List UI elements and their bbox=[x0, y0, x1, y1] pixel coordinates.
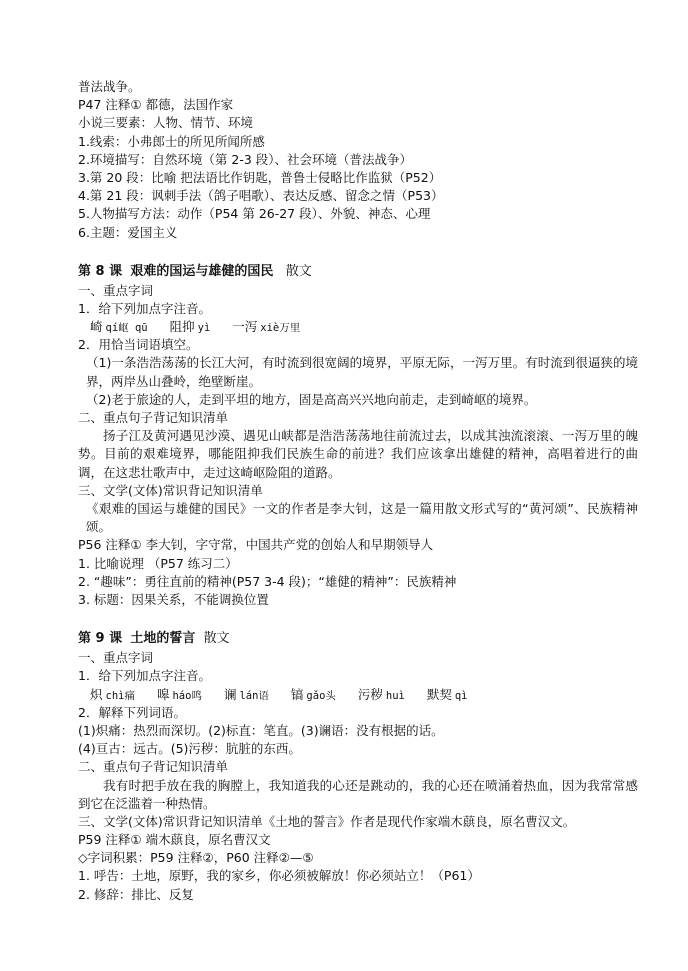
section-heading: 一、重点字词 bbox=[78, 650, 154, 666]
word-item: 污秽 huì bbox=[357, 686, 405, 702]
list-item: 2. “趣味”：勇往直前的精神(P57 3-4 段)；“雄健的精神”：民族精神 bbox=[78, 573, 457, 589]
explanation-line: (4)亘古：远古。(5)污秽：肮脏的东西。 bbox=[78, 741, 301, 757]
list-item: 6.主题：爱国主义 bbox=[78, 224, 178, 240]
question-line: 1．给下列加点字注音。 bbox=[78, 668, 211, 684]
document-content bbox=[78, 78, 638, 904]
list-item: 5.人物描写方法：动作（P54 第 26-27 段）、外貌、神态、心理 bbox=[78, 206, 431, 222]
list-item: 1. 比喻说理 （P57 练习二） bbox=[78, 555, 238, 571]
lesson-number: 第 8 课 bbox=[78, 263, 123, 279]
spacer bbox=[78, 242, 638, 260]
word-item: 嗥 háo鸣 bbox=[156, 686, 202, 702]
word-item: 默契 qì bbox=[426, 686, 468, 702]
lesson-genre: 散文 bbox=[203, 631, 230, 647]
answer-paragraph: （2)老于旅途的人，走到平坦的地方，固是高高兴兴地向前走，走到崎岖的境界。 bbox=[86, 391, 537, 407]
word-item: 一泻 xiè万里 bbox=[232, 319, 301, 335]
question-line: 2．解释下列词语。 bbox=[78, 704, 186, 720]
word-item: 谰 lán语 bbox=[223, 686, 269, 702]
list-item: 1. 呼告：土地，原野，我的家乡，你必须被解放！你必须站立！（P61） bbox=[78, 868, 480, 884]
question-line: 2．用恰当词语填空。 bbox=[78, 337, 199, 353]
lesson-name: 艰难的国运与雄健的国民 bbox=[130, 263, 274, 279]
note-line: P56 注释① 李大钊，字守常，中国共产党的创始人和早期领导人 bbox=[78, 537, 434, 553]
text-line: 小说三要素：人物、情节、环境 bbox=[78, 115, 254, 131]
lesson-8-title bbox=[78, 262, 638, 282]
lesson-genre: 散文 bbox=[285, 263, 312, 279]
knowledge-paragraph: 三、文学(文体)常识背记知识清单《土地的誓言》作者是现代作家端木蕻良，原名曹汉文。 bbox=[78, 813, 576, 829]
list-item: 4.第 21 段：讽刺手法（鸽子唱歌）、表达反感、留念之情（P53） bbox=[78, 188, 444, 204]
word-item: 阻抑 yì bbox=[169, 319, 211, 335]
question-line: 1．给下列加点字注音。 bbox=[78, 300, 211, 316]
key-sentence-paragraph: 我有时把手放在我的胸膛上，我知道我的心还是跳动的，我的心还在喷涌着热血，因为我常常感到它在泛滥着一种热情。 bbox=[78, 777, 638, 811]
list-item: 3. 标题：因果关系，不能调换位置 bbox=[78, 592, 269, 607]
knowledge-paragraph: 《艰难的国运与雄健的国民》一文的作者是李大钊，这是一篇用散文形式写的“黄河颂”、民族精神颂。 bbox=[86, 501, 638, 535]
section-heading: 二、重点句子背记知识清单 bbox=[78, 410, 229, 426]
lesson-name: 土地的誓言 bbox=[130, 631, 196, 647]
text-line: 普法战争。 bbox=[78, 79, 141, 94]
lesson-number: 第 9 课 bbox=[78, 631, 123, 647]
section-heading: 一、重点字词 bbox=[78, 282, 154, 298]
answer-paragraph: （1)一条浩浩荡荡的长江大河，有时流到很宽阔的境界，平原无际，一泻万里。有时流到很逼狭的境界，两岸丛山叠岭，绝壁断崖。 bbox=[86, 355, 638, 389]
note-line: P47 注释① 都德，法国作家 bbox=[78, 97, 234, 113]
pinyin-row bbox=[78, 318, 638, 336]
vocab-note-line: ◇字词积累：P59 注释②，P60 注释②—⑤ bbox=[78, 850, 314, 866]
word-item: 镐 gǎo头 bbox=[290, 686, 336, 702]
word-item: 炽 chì痛 bbox=[90, 686, 135, 702]
key-sentence-paragraph: 扬子江及黄河遇见沙漠、遇见山峡都是浩浩荡荡地往前流过去，以成其浊流滚滚、一泻万里的魄势。目前的艰难境界，哪能阻抑我们民族生命的前进？我们应该拿出雄健的精神，高唱着进行的曲调，在这悲壮歌声中，走过这崎岖险阻的道路。 bbox=[78, 428, 638, 480]
pinyin-row bbox=[78, 686, 638, 704]
list-item: 2. 修辞：排比、反复 bbox=[78, 886, 194, 902]
list-item: 1.线索：小弗郎士的所见所闻所感 bbox=[78, 133, 265, 149]
note-line: P59 注释① 端木蕻良，原名曹汉文 bbox=[78, 832, 271, 848]
lesson-9-title bbox=[78, 629, 638, 649]
explanation-line: (1)炽痛：热烈而深切。(2)标直：笔直。(3)谰语：没有根据的话。 bbox=[78, 722, 444, 738]
section-heading: 二、重点句子背记知识清单 bbox=[78, 759, 229, 775]
word-item: 崎 qí岖 qū bbox=[90, 319, 148, 335]
list-item: 2.环境描写：自然环境（第 2-3 段）、社会环境（普法战争） bbox=[78, 151, 413, 167]
list-item: 3.第 20 段：比喻 把法语比作钥匙，普鲁士侵略比作监狱（P52） bbox=[78, 169, 442, 185]
section-heading: 三、文学(文体)常识背记知识清单 bbox=[78, 482, 263, 498]
spacer bbox=[78, 609, 638, 627]
